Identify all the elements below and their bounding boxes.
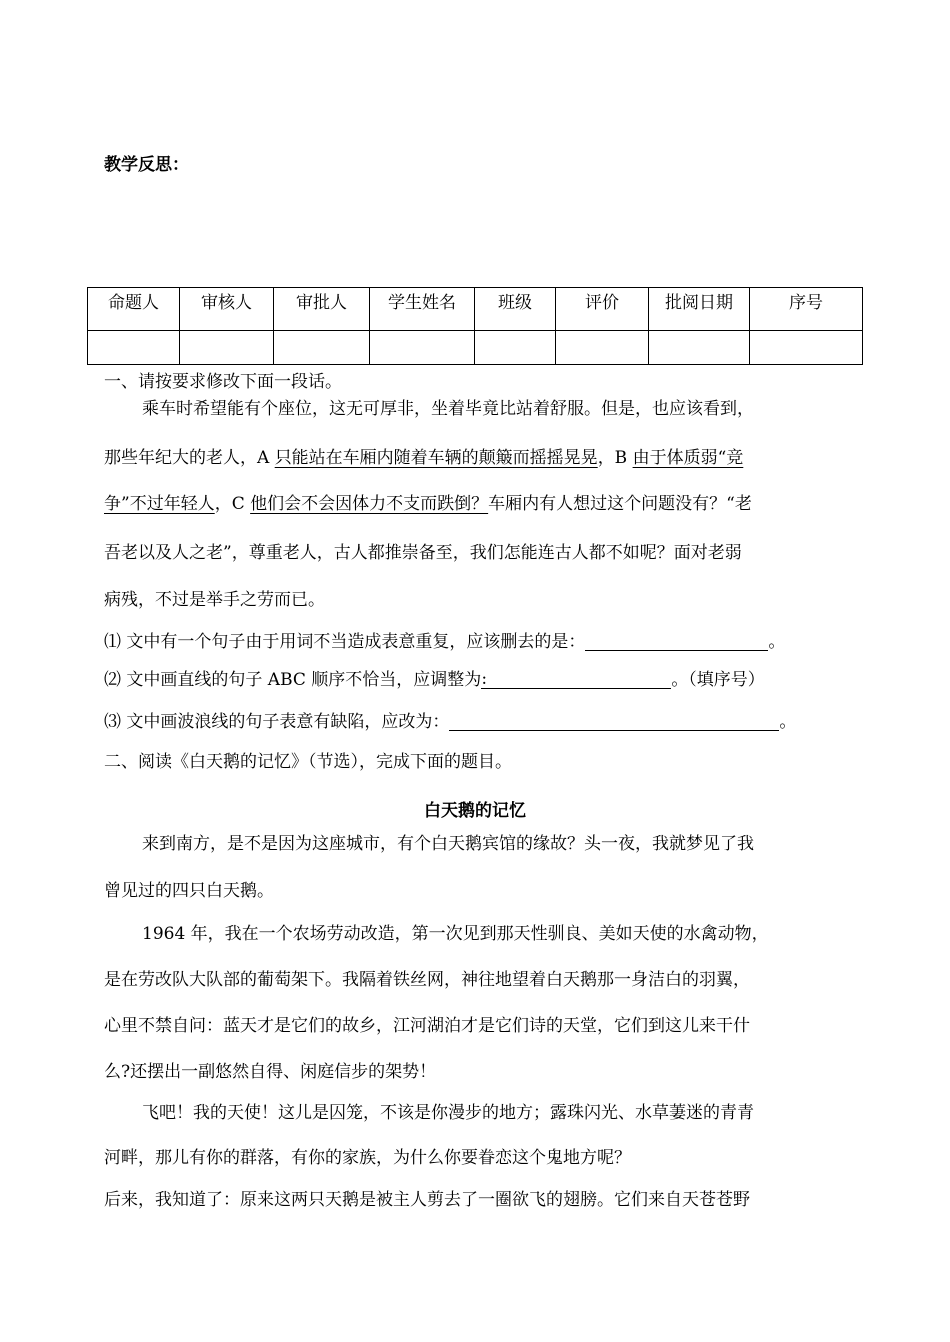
question-2: ⑵ 文中画直线的句子 ABC 顺序不恰当，应调整为: 。（填序号） — [104, 669, 765, 690]
section1-heading: 一、请按要求修改下面一段话。 — [104, 372, 342, 392]
teaching-reflection-label: 教学反思： — [104, 155, 189, 175]
underlined-sentence-b: 由于体质弱“竞 — [632, 448, 744, 468]
answer-blank — [585, 633, 768, 651]
passage-line: 后来，我知道了：原来这两只天鹅是被主人剪去了一圈欲飞的翅膀。它们来自天苍苍野 — [104, 1190, 750, 1210]
underlined-sentence-a: 只能站在车厢内随着车辆的颠簸而摇摇晃晃 — [274, 448, 598, 468]
passage-title: 白天鹅的记忆 — [424, 801, 526, 821]
paragraph-line: 病残，不过是举手之劳而已。 — [104, 590, 325, 610]
passage-line: 是在劳改队大队部的葡萄架下。我隔着铁丝网，神往地望着白天鹅那一身洁白的羽翼， — [104, 970, 750, 990]
passage-line: 心里不禁自问：蓝天才是它们的故乡，江河湖泊才是它们诗的天堂，它们到这儿来干什 — [104, 1016, 750, 1036]
header-reviewer: 审核人 — [180, 288, 274, 331]
passage-line: 来到南方，是不是因为这座城市，有个白天鹅宾馆的缘故？头一夜，我就梦见了我 — [142, 834, 754, 854]
answer-blank — [449, 713, 779, 731]
underlined-sentence-c: 他们会不会因体力不支而跌倒？ — [250, 494, 489, 514]
table-row — [88, 331, 863, 365]
header-evaluation: 评价 — [556, 288, 649, 331]
table-cell — [274, 331, 370, 365]
header-review-date: 批阅日期 — [649, 288, 750, 331]
paragraph-line: 吾老以及人之老”，尊重老人，古人都推崇备至，我们怎能连古人都不如呢？面对老弱 — [104, 543, 742, 563]
paragraph-line: 那些年纪大的老人，A 只能站在车厢内随着车辆的颠簸而摇摇晃晃，B 由于体质弱“竞 — [104, 448, 744, 468]
table-header-row — [88, 288, 863, 331]
sign-off-table — [87, 287, 863, 365]
table-cell — [475, 331, 556, 365]
table-cell — [649, 331, 750, 365]
passage-line: 1964 年，我在一个农场劳动改造，第一次见到那天性驯良、美如天使的水禽动物， — [142, 924, 769, 944]
header-student-name: 学生姓名 — [370, 288, 475, 331]
section2-heading: 二、阅读《白天鹅的记忆》（节选），完成下面的题目。 — [104, 752, 512, 772]
header-approver: 审批人 — [274, 288, 370, 331]
question-1: ⑴ 文中有一个句子由于用词不当造成表意重复，应该删去的是： 。 — [104, 632, 786, 652]
paragraph-line: 乘车时希望能有个座位，这无可厚非，坐着毕竟比站着舒服。但是，也应该看到， — [142, 399, 754, 419]
table-cell — [750, 331, 863, 365]
header-class: 班级 — [475, 288, 556, 331]
passage-line: 曾见过的四只白天鹅。 — [104, 881, 274, 901]
passage-line: 河畔，那儿有你的群落，有你的家族，为什么你要眷恋这个鬼地方呢？ — [104, 1148, 631, 1168]
paragraph-line: 争”不过年轻人，C 他们会不会因体力不支而跌倒？车厢内有人想过这个问题没有？“老 — [104, 494, 752, 514]
header-setter: 命题人 — [88, 288, 180, 331]
table-cell — [370, 331, 475, 365]
table-cell — [88, 331, 180, 365]
table-cell — [556, 331, 649, 365]
passage-line: 飞吧！我的天使！这儿是囚笼，不该是你漫步的地方；露珠闪光、水草萋迷的青青 — [142, 1103, 754, 1123]
question-3: ⑶ 文中画波浪线的句子表意有缺陷，应改为： 。 — [104, 712, 797, 732]
header-serial-number: 序号 — [750, 288, 863, 331]
underlined-sentence-b-cont: 争”不过年轻人 — [104, 494, 215, 514]
passage-line: 么?还摆出一副悠然自得、闲庭信步的架势！ — [104, 1062, 437, 1082]
table-cell — [180, 331, 274, 365]
answer-blank: : — [481, 671, 671, 689]
